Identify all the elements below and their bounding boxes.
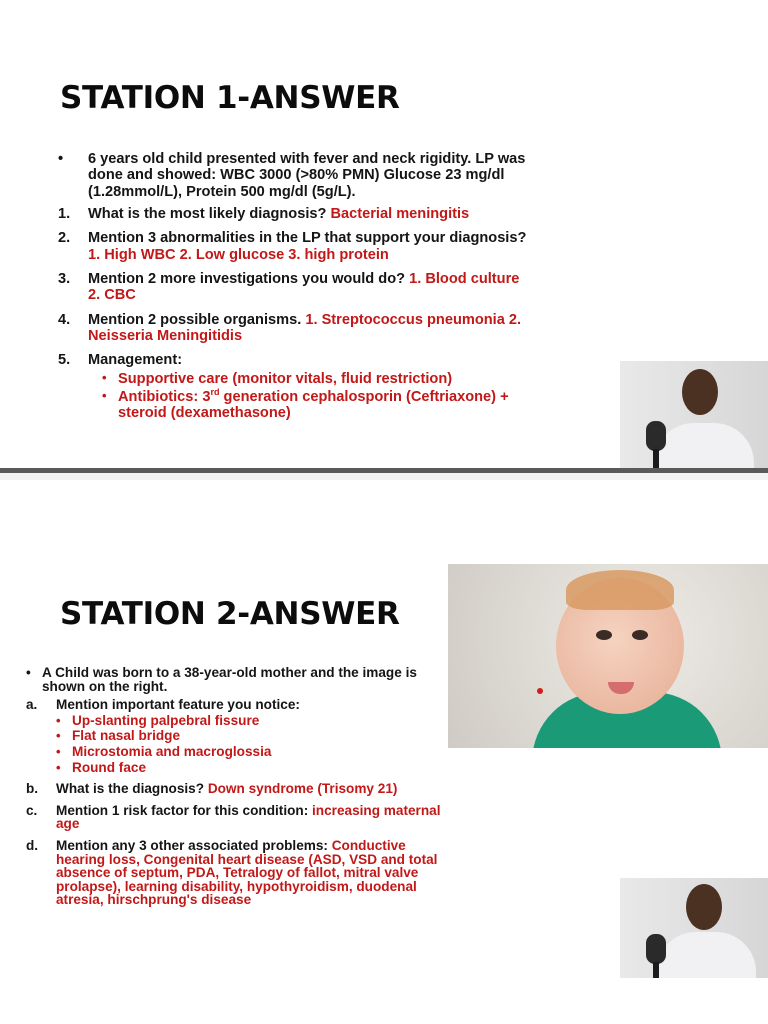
slide-title: STATION 2-ANSWER [60,596,400,632]
slide-gap [0,473,768,480]
feature-list [56,714,446,774]
baby-photo [448,564,768,748]
slide-station-2 [0,480,768,1024]
question-text: Mention any 3 other associated problems: [56,837,328,853]
answer-text: Bacterial meningitis [330,206,470,223]
management-item: • Antibiotics: 3rd generation cephalosporin (Ceftriaxone) + steroid (dexamethasone) [102,387,509,422]
management-item: • Supportive care (monitor vitals, fluid restriction) [102,369,453,387]
feature-item: • Up-slanting palpebral fissure [56,712,260,728]
bullet-icon: • [56,712,61,728]
answer-text: 1. Blood culture 2. CBC [88,271,520,304]
question-text: What is the diagnosis? [56,781,205,797]
answer-text: Conductive hearing loss, Congenital heart disease (ASD, VSD and total absence of septum, PDA, Tetralogy of fallot, mitral valve prolapse), learning disability, hypothyroidism, duodenal atresia, hirschprung's disease [56,837,438,908]
feature-item: • Microstomia and macroglossia [56,743,272,759]
feature-item: • Flat nasal bridge [56,728,181,744]
presenter-webcam-video [620,361,768,470]
laser-pointer-dot [537,688,543,694]
question-b: b. What is the diagnosis? Down syndrome (Trisomy 21) [26,781,398,797]
feature-item: • Round face [56,759,147,775]
question-5: 5. Management: • Supportive care (monitor vitals, fluid restriction) • Antibiotics: 3rd generation cephalosporin (Ceftriaxone) + steroid (dexamethasone) [58,352,528,421]
bullet-icon: • [58,151,64,167]
slide-station-1 [0,0,768,470]
question-text: Mention 3 abnormalities in the LP that support your diagnosis? [88,230,527,247]
slide-title: STATION 1-ANSWER [60,80,400,116]
question-1: 1. What is the most likely diagnosis? Bacterial meningitis [58,206,470,223]
question-2: 2. Mention 3 abnormalities in the LP that support your diagnosis? 1. High WBC 2. Low glucose 3. high protein [58,230,527,263]
bullet-icon: • [26,665,31,680]
question-text: Mention 1 risk factor for this condition: [56,802,309,818]
question-c: c. Mention 1 risk factor for this condition: increasing maternal age [26,802,441,832]
bullet-icon: • [56,759,61,775]
management-list [102,371,528,422]
slide-content [26,666,446,907]
answer-text: Down syndrome (Trisomy 21) [207,781,398,797]
question-3: 3. Mention 2 more investigations you would do? 1. Blood culture 2. CBC [58,271,520,304]
question-text: Management: [88,352,183,369]
bullet-icon: • [102,369,107,385]
question-text: Mention important feature you notice: [56,697,300,713]
question-a: a. Mention important feature you notice: • Up-slanting palpebral fissure • Flat nasal bridge • Microstomia and macroglossia • Round face [26,698,446,774]
question-text: Mention 2 more investigations you would do? [88,271,406,288]
question-d: d. Mention any 3 other associated problems: Conductive hearing loss, Congenital heart disease (ASD, VSD and total absence of septum, PDA, Tetralogy of fallot, mitral valve prolapse), learning disability, hypothyroidism, duodenal atresia, hirschprung's disease [26,837,438,908]
question-4: 4. Mention 2 possible organisms. 1. Streptococcus pneumonia 2. Neisseria Meningitidis [58,311,522,345]
question-text: What is the most likely diagnosis? [88,206,327,223]
bullet-icon: • [56,743,61,759]
bullet-icon: • [56,728,61,744]
intro-paragraph: • 6 years old child presented with fever and neck rigidity. LP was done and showed: WBC 3000 (>80% PMN) Glucose 23 mg/dl (1.28mmol/L), Protein 500 mg/dl (5g/L). [58,151,526,200]
presenter-webcam-video [620,878,768,978]
intro-paragraph: • A Child was born to a 38-year-old mother and the image is shown on the right. [26,665,417,694]
slide-content [58,151,528,422]
answer-text: 1. Streptococcus pneumonia 2. Neisseria Meningitidis [88,311,522,345]
answer-text: increasing maternal age [56,802,441,832]
question-text: Mention 2 possible organisms. [88,311,302,328]
bullet-icon: • [102,388,107,404]
answer-text: 1. High WBC 2. Low glucose 3. high protein [88,246,389,263]
